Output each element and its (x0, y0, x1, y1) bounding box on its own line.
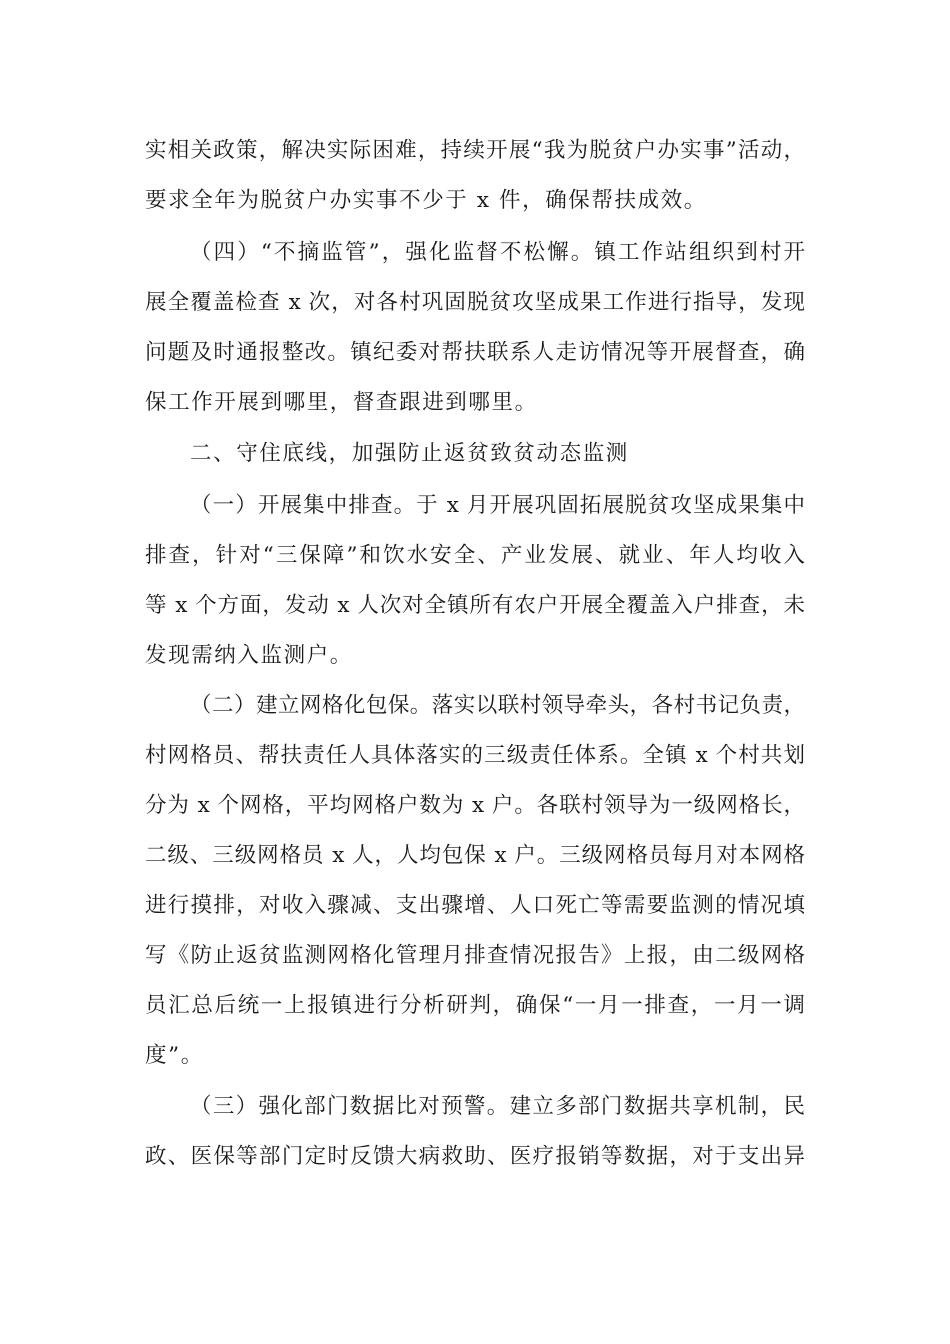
chapter-heading: 二、守住底线，加强防止返贫致贫动态监测 (190, 441, 629, 466)
body-text-line: 进行摸排，对收入骤减、支出骤增、人口死亡等需要监测的情况填 (145, 893, 805, 918)
body-text-line: 分为 x 个网格，平均网格户数为 x 户。各联村领导为一级网格长， (145, 793, 805, 818)
body-text-line: 要求全年为脱贫户办实事不少于 x 件，确保帮扶成效。 (145, 188, 707, 213)
body-text-line: 等 x 个方面，发动 x 人次对全镇所有农户开展全覆盖入户排查，未 (145, 593, 805, 618)
body-text-line: 政、医保等部门定时反馈大病救助、医疗报销等数据，对于支出异 (145, 1144, 805, 1169)
body-text-line: 度”。 (145, 1043, 204, 1068)
body-text-line: 保工作开展到哪里，督查跟进到哪里。 (145, 390, 538, 415)
section-heading-line: （四）“不摘监管”，强化监督不松懈。镇工作站组织到村开 (190, 240, 805, 265)
body-text-line: 二级、三级网格员 x 人，人均包保 x 户。三级网格员每月对本网格 (145, 843, 805, 868)
body-text-line: 发现需纳入监测户。 (145, 643, 353, 668)
section-heading-line: （一）开展集中排查。于 x 月开展巩固拓展脱贫攻坚成果集中 (190, 493, 805, 518)
body-text-line: 员汇总后统一上报镇进行分析研判，确保“一月一排查，一月一调 (145, 993, 805, 1018)
body-text-line: 村网格员、帮扶责任人具体落实的三级责任体系。全镇 x 个村共划 (145, 743, 805, 768)
section-heading-line: （二）建立网格化包保。落实以联村领导牵头，各村书记负责， (190, 693, 805, 718)
body-text-line: 写《防止返贫监测网格化管理月排查情况报告》上报，由二级网格 (145, 943, 805, 968)
section-heading-line: （三）强化部门数据比对预警。建立多部门数据共享机制，民 (190, 1094, 805, 1119)
body-text-line: 排查，针对“三保障”和饮水安全、产业发展、就业、年人均收入 (145, 543, 805, 568)
body-text-line: 问题及时通报整改。镇纪委对帮扶联系人走访情况等开展督查，确 (145, 340, 805, 365)
body-text-line: 实相关政策，解决实际困难，持续开展“我为脱贫户办实事”活动， (145, 138, 805, 163)
body-text-line: 展全覆盖检查 x 次，对各村巩固脱贫攻坚成果工作进行指导，发现 (145, 290, 805, 315)
